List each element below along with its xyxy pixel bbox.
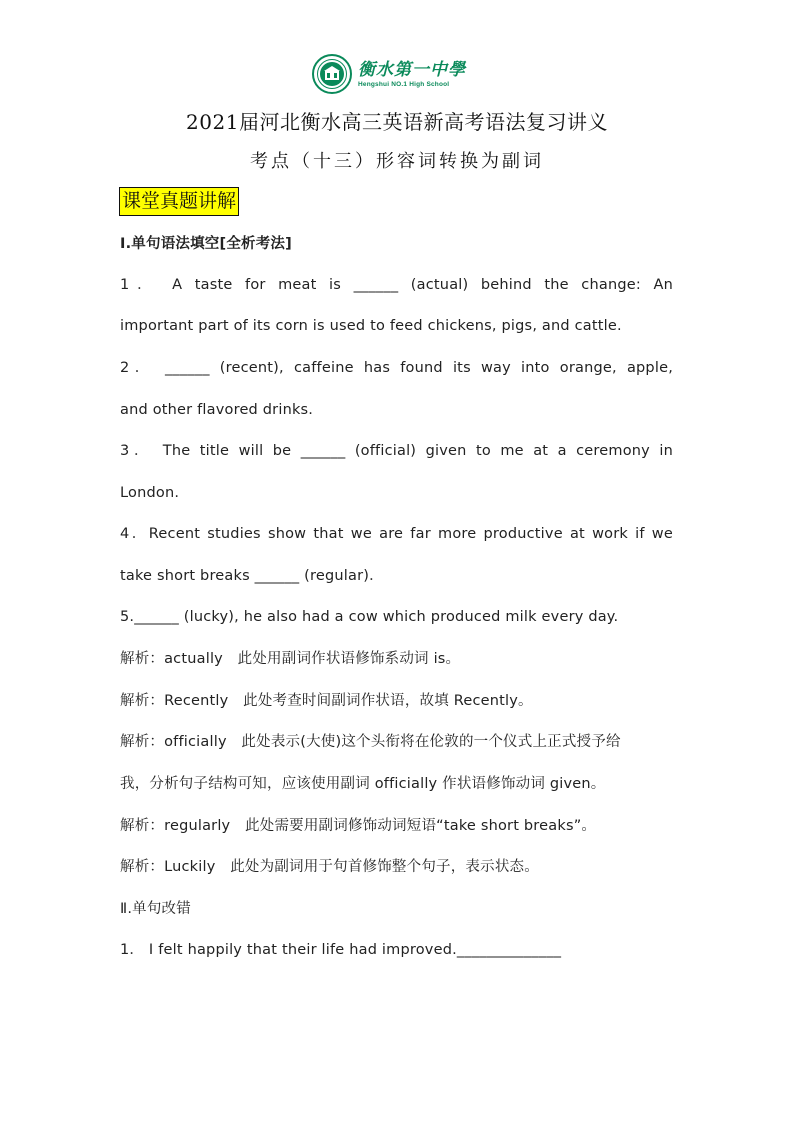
- question-line: London.: [120, 485, 180, 501]
- part2-heading: Ⅱ.单句改错: [120, 901, 191, 917]
- answer-line: 解析：regularly 此处需要用副词修饰动词短语“take short breaks”。: [120, 818, 597, 834]
- answer-line: 解析：actually 此处用副词作状语修饰系动词 is。: [120, 651, 461, 667]
- section-tag: 课堂真题讲解: [119, 187, 239, 216]
- question-line: 2． ______ (recent), caffeine has found its way into orange, apple,: [120, 360, 673, 376]
- document-subtitle: 考点（十三）形容词转换为副词: [250, 151, 544, 172]
- question-line: important part of its corn is used to feed chickens, pigs, and cattle.: [120, 318, 622, 334]
- document-title: 2021届河北衡水高三英语新高考语法复习讲义: [186, 110, 608, 134]
- question-line: and other flavored drinks.: [120, 402, 314, 418]
- question-line: 5.______ (lucky), he also had a cow which produced milk every day.: [120, 609, 619, 625]
- question-line: 1． A taste for meat is ______ (actual) behind the change: An: [120, 277, 673, 293]
- answer-line: 我，分析句子结构可知，应该使用副词 officially 作状语修饰动词 given。: [120, 776, 606, 792]
- part1-heading: Ⅰ.单句语法填空[全析考法]: [120, 236, 292, 252]
- school-seal-icon: [312, 54, 352, 94]
- answer-line: 解析：Luckily 此处为副词用于句首修饰整个句子，表示状态。: [120, 859, 539, 875]
- school-name-en: Hengshui NO.1 High School: [358, 80, 450, 88]
- question-line: 1． I felt happily that their life had improved.______________: [120, 942, 562, 958]
- answer-line: 解析：officially 此处表示(大使)这个头衔将在伦敦的一个仪式上正式授予给: [120, 734, 621, 750]
- school-name-cn: 衡水第一中學: [358, 59, 466, 80]
- answer-line: 解析：Recently 此处考查时间副词作状语，故填 Recently。: [120, 693, 533, 709]
- question-line: take short breaks ______ (regular)．: [120, 568, 384, 584]
- question-line: 4．Recent studies show that we are far more productive at work if we: [120, 526, 673, 542]
- school-name: [358, 60, 466, 89]
- school-logo: [312, 52, 466, 96]
- question-line: 3． The title will be ______ (official) given to me at a ceremony in: [120, 443, 673, 459]
